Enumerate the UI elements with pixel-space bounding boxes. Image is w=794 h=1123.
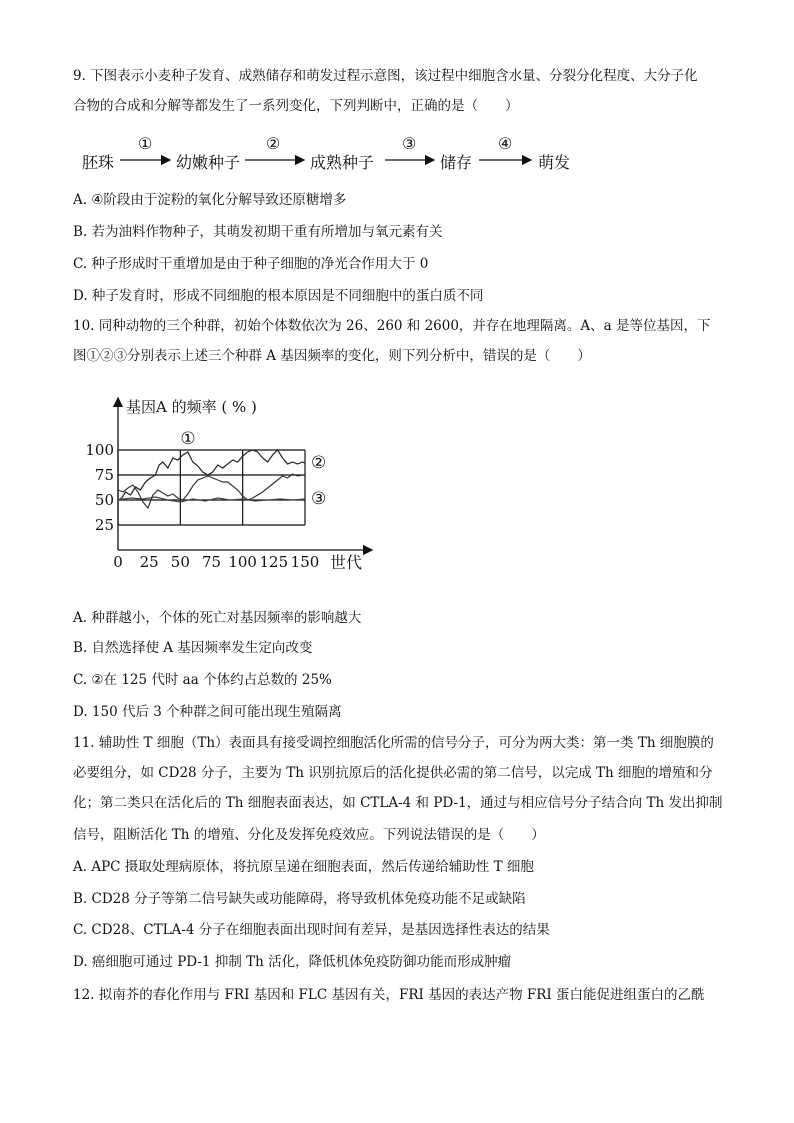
q10-option-c: C. ②在 125 代时 aa 个体约占总数的 25% (73, 672, 332, 688)
series-line-2 (118, 474, 305, 508)
q10-stem-line2: 图①②③分别表示上述三个种群 A 基因频率的变化，则下列分析中，错误的是（ ） (73, 348, 591, 364)
q9-option-c: C. 种子形成时干重增加是由于种子细胞的净光合作用大于 0 (73, 256, 429, 272)
flow-node-storage: 储存 (440, 153, 473, 172)
flow-node-mature-seed: 成熟种子 (310, 153, 375, 172)
x-tick-label: 100 (228, 553, 257, 571)
series-label-2: ② (311, 453, 327, 473)
flow-step-2: ② (266, 134, 281, 153)
q10-option-d: D. 150 代后 3 个种群之间可能出现生殖隔离 (73, 704, 342, 720)
q9-flow-diagram (82, 134, 602, 174)
q9-stem-line1: 9. 下图表示小麦种子发育、成熟储存和萌发过程示意图，该过程中细胞含水量、分裂分化程度、大分子化 (73, 68, 698, 84)
x-tick-label: 75 (201, 553, 222, 571)
q9-option-b: B. 若为油料作物种子，其萌发初期干重有所增加与氧元素有关 (73, 224, 443, 240)
y-tick-label: 25 (94, 516, 114, 534)
q11-stem-line3: 化；第二类只在活化后的 Th 细胞表面表达，如 CTLA-4 和 PD-1，通过与相应信号分子结合向 Th 发出抑制 (73, 795, 723, 811)
y-axis-label: 基因A 的频率 ( % ) (126, 398, 257, 416)
y-tick-label: 100 (85, 441, 114, 459)
flow-step-3: ③ (402, 134, 417, 153)
q12-stem-line1: 12. 拟南芥的春化作用与 FRI 基因和 FLC 基因有关，FRI 基因的表达产物 FRI 蛋白能促进组蛋白的乙酰 (73, 987, 705, 1003)
q11-option-b: B. CD28 分子等第二信号缺失或功能障碍，将导致机体免疫功能不足或缺陷 (73, 891, 526, 907)
q11-stem-line2: 必要组分，如 CD28 分子，主要为 Th 识别抗原后的活化提供必需的第二信号，以完成 Th 细胞的增殖和分 (73, 765, 713, 781)
q9-option-a: A. ④阶段由于淀粉的氧化分解导致还原糖增多 (73, 192, 347, 208)
flow-step-1: ① (138, 134, 153, 153)
q11-option-c: C. CD28、CTLA-4 分子在细胞表面出现时间有差异，是基因选择性表达的结果 (73, 922, 550, 938)
q11-option-a: A. APC 摄取处理病原体，将抗原呈递在细胞表面，然后传递给辅助性 T 细胞 (73, 859, 534, 875)
x-tick-label: 50 (170, 553, 190, 571)
flow-node-germination: 萌发 (538, 153, 571, 172)
q10-stem-line1: 10. 同种动物的三个种群，初始个体数依次为 26、260 和 2600，并存在地理隔离。A、a 是等位基因，下 (73, 318, 711, 334)
x-tick-label: 125 (259, 553, 289, 571)
series-label-3: ③ (311, 489, 327, 509)
x-tick-label: 150 (290, 553, 320, 571)
q10-option-b: B. 自然选择使 A 基因频率发生定向改变 (73, 640, 313, 656)
x-tick-label: 25 (139, 553, 159, 571)
q11-stem-line4: 信号，阻断活化 Th 的增殖、分化及发挥免疫效应。下列说法错误的是（ ） (73, 827, 545, 843)
flow-node-young-seed: 幼嫩种子 (176, 153, 241, 172)
series-label-1: ① (180, 429, 196, 449)
y-tick-label: 50 (94, 491, 114, 509)
q9-option-d: D. 种子发育时，形成不同细胞的根本原因是不同细胞中的蛋白质不同 (73, 288, 484, 304)
x-tick-label: 0 (113, 553, 123, 571)
q9-stem-line2: 合物的合成和分解等都发生了一系列变化，下列判断中，正确的是（ ） (73, 98, 519, 114)
flow-step-4: ④ (498, 134, 513, 153)
q11-stem-line1: 11. 辅助性 T 细胞（Th）表面具有接受调控细胞活化所需的信号分子，可分为两大类：第一类 Th 细胞膜的 (73, 735, 714, 751)
q10-option-a: A. 种群越小，个体的死亡对基因频率的影响越大 (73, 610, 362, 626)
chart-svg (80, 392, 380, 582)
q11-option-d: D. 癌细胞可通过 PD-1 抑制 Th 活化，降低机体免疫防御功能而形成肿瘤 (73, 954, 512, 970)
flow-node-ovule: 胚珠 (82, 153, 115, 172)
gene-frequency-chart (80, 392, 380, 582)
y-tick-label: 75 (94, 466, 114, 484)
x-axis-label: 世代 (330, 553, 363, 572)
